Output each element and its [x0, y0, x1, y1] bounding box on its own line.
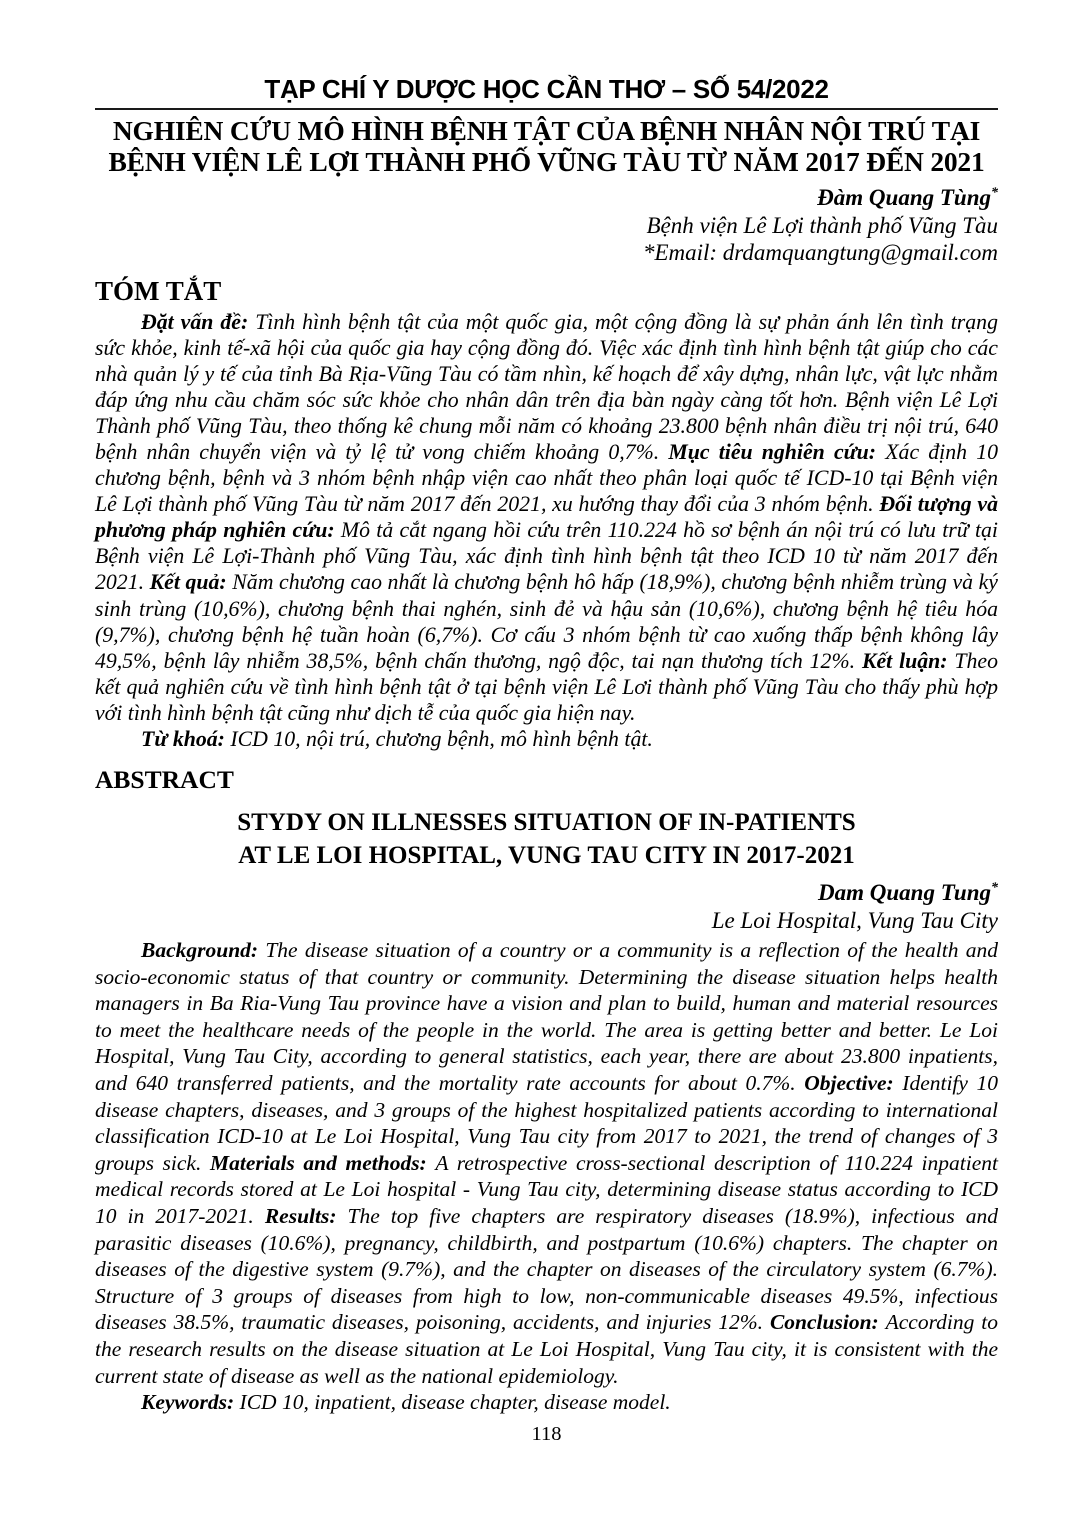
abstract-paragraph: Background: The disease situation of a country or a community is a reflection of the health and socio-economic status of that country or community. Determining the disease situation helps health managers in Ba Ria-Vung Tau province have a vision and plan to build, human and material resources to meet the healthcare needs of the people in the world. The area is getting better and better. Le Loi Hospital, Vung Tau City, according to general statistics, each year, there are about 23.800 inpatients, and 640 transferred patients, and the mortality rate accounts for about 0.7%. Objective: Identify 10 disease chapters, diseases, and 3 groups of the highest hospitalized patients according to international classification ICD-10 at Le Loi Hospital, Vung Tau city from 2017 to 2021, the trend of changes of 3 groups sick. Materials and methods: A retrospective cross-sectional description of 110.224 inpatient medical records stored at Le Loi hospital - Vung Tau city, determining disease status according to ICD 10 in 2017-2021. Results: The top five chapters are respiratory diseases (18.9%), infectious and parasitic diseases (10.6%), pregnancy, childbirth, and postpartum (10.6%) chapters. The chapter on diseases of the digestive system (9.7%), and the chapter on diseases of the circulatory system (6.7%). Structure of 3 groups of diseases from high to low, non-communicable diseases 49.5%, infectious diseases 38.5%, traumatic diseases, poisoning, accidents, and injuries 12%. Conclusion: According to the research results on the disease situation at Le Loi Hospital, Vung Tau city, it is consistent with the current state of disease as well as the national epidemiology. [95, 938, 999, 1388]
tom-tat-heading: TÓM TẮT [95, 275, 222, 306]
journal-header-title: TẠP CHÍ Y DƯỢC HỌC CẦN THƠ – SỐ 54/2022 [264, 74, 829, 104]
abstract-author-name: Dam Quang Tung [818, 880, 991, 906]
abstract-title [95, 807, 998, 872]
author-name: Đàm Quang Tùng [817, 185, 991, 210]
abstract-keywords [95, 1389, 998, 1416]
tom-tat-keywords-label: Từ khoá: [141, 727, 225, 751]
tom-tat-keywords-text: ICD 10, nội trú, chương bệnh, mô hình bệnh tật. [224, 727, 653, 751]
abstract-author-name-line [95, 879, 998, 907]
abstract-title-line-2: AT LE LOI HOSPITAL, VUNG TAU CITY IN 2017-2021 [238, 841, 855, 869]
article-title-line-1: NGHIÊN CỨU MÔ HÌNH BỆNH TẬT CỦA BỆNH NHÂN NỘI TRÚ TẠI [112, 115, 981, 146]
tom-tat-keywords [95, 726, 998, 752]
abstract-title-line-1: STYDY ON ILLNESSES SITUATION OF IN-PATIENTS [237, 809, 856, 837]
abstract-heading: ABSTRACT [95, 765, 234, 795]
author-affiliation: Bệnh viện Lê Lợi thành phố Vũng Tàu [646, 212, 998, 238]
author-name-line [95, 184, 998, 212]
author-email: *Email: drdamquangtung@gmail.com [642, 240, 998, 265]
abstract-keywords-label: Keywords: [141, 1390, 235, 1415]
author-asterisk: * [991, 185, 998, 201]
article-title-line-2: BỆNH VIỆN LÊ LỢI THÀNH PHỐ VŨNG TÀU TỪ NĂM 2017 ĐẾN 2021 [108, 145, 985, 177]
abstract-author-asterisk: * [991, 880, 998, 896]
abstract-affiliation: Le Loi Hospital, Vung Tau City [711, 907, 998, 933]
tom-tat-paragraph: Đặt vấn đề: Tình hình bệnh tật của một quốc gia, một cộng đồng là sự phản ánh lên tình trạng sức khỏe, kinh tế-xã hội của quốc gia hay cộng đồng đó. Việc xác định tình hình bệnh tật giúp cho các nhà quản lý y tế của tỉnh Bà Rịa-Vũng Tàu có tầm nhìn, kế hoạch để xây dựng, nhân lực, vật lực nhằm đáp ứng nhu cầu chăm sóc sức khỏe cho nhân dân trên địa bàn ngày càng tốt hơn. Bệnh viện Lê Lợi Thành phố Vũng Tàu, theo thống kê chung mỗi năm có khoảng 23.800 bệnh nhân điều trị nội trú, 640 bệnh nhân chuyển viện và tỷ lệ tử vong chiếm khoảng 0,7%. Mục tiêu nghiên cứu: Xác định 10 chương bệnh, bệnh và 3 nhóm bệnh nhập viện cao nhất theo phân loại quốc tế ICD-10 tại Bệnh viện Lê Lợi thành phố Vũng Tàu từ năm 2017 đến 2021, xu hướng thay đổi của 3 nhóm bệnh. Đối tượng và phương pháp nghiên cứu: Mô tả cắt ngang hồi cứu trên 110.224 hồ sơ bệnh án nội trú có lưu trữ tại Bệnh viện Lê Lợi-Thành phố Vũng Tàu, xác định tình hình bệnh tật theo ICD 10 từ năm 2017 đến 2021. Kết quả: Năm chương cao nhất là chương bệnh hô hấp (18,9%), chương bệnh nhiễm trùng và ký sinh trùng (10,6%), chương bệnh thai nghén, sinh đẻ và hậu sản (10,6%), chương bệnh hệ tiêu hóa (9,7%), chương bệnh hệ tuần hoàn (6,7%). Cơ cấu 3 nhóm bệnh từ cao xuống thấp bệnh không lây 49,5%, bệnh lây nhiễm 38,5%, bệnh chấn thương, ngộ độc, tai nạn thương tích 12%. Kết luận: Theo kết quả nghiên cứu về tình hình bệnh tật ở tại bệnh viện Lê Lơi thành phố Vũng Tàu cho thấy phù hợp với tình hình bệnh tật cũng như dịch tễ của quốc gia hiện nay. [95, 309, 999, 725]
abstract-keywords-text: ICD 10, inpatient, disease chapter, disease model. [234, 1390, 671, 1415]
author-block [95, 184, 998, 267]
article-title [95, 116, 998, 177]
page-number: 118 [531, 1422, 562, 1445]
abstract-author-block [95, 879, 998, 934]
header-divider [95, 108, 998, 110]
